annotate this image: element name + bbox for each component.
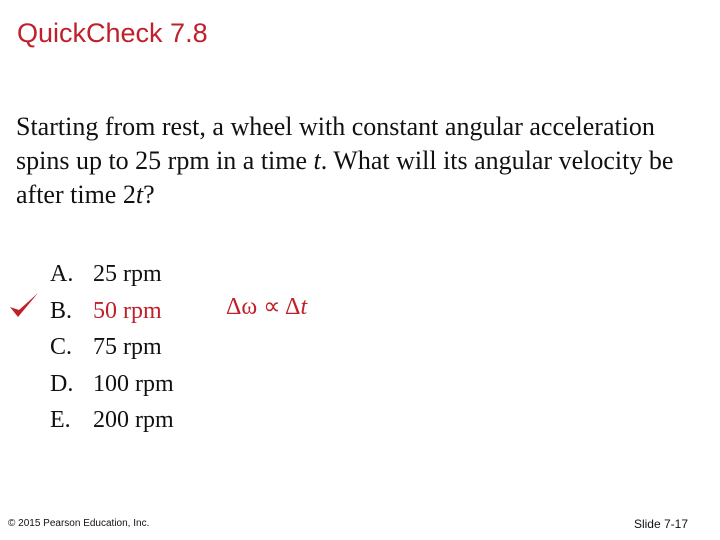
answer-letter: E. — [50, 407, 71, 433]
answer-option-b[interactable] — [50, 293, 174, 330]
formula-variable-t: t — [300, 294, 308, 320]
formula-lhs: Δω ∝ Δ — [226, 294, 301, 320]
answer-letter: D. — [50, 370, 74, 397]
question-variable-t: t — [313, 146, 321, 175]
answer-letter: B. — [50, 297, 73, 324]
answer-option-c[interactable] — [50, 329, 174, 366]
answer-letter: A. — [50, 261, 74, 287]
question-part-2: . What will its angular velocity be after time 2 — [16, 146, 674, 209]
question-part-3: ? — [143, 180, 155, 209]
question-variable-t-2: t — [135, 180, 144, 209]
answer-text: 75 rpm — [93, 334, 162, 360]
answer-option-e[interactable] — [50, 402, 174, 439]
answer-letter: C. — [50, 334, 73, 360]
slide-title: QuickCheck 7.8 — [17, 18, 208, 48]
slide-number: Slide 7-17 — [633, 517, 688, 531]
answer-text: 100 rpm — [93, 370, 174, 397]
answer-list — [50, 256, 174, 439]
question-text — [16, 110, 696, 212]
answer-option-d[interactable] — [50, 366, 174, 403]
copyright-footer: © 2015 Pearson Education, Inc. — [8, 518, 150, 529]
answer-text: 50 rpm — [93, 297, 162, 324]
answer-text: 25 rpm — [93, 261, 162, 287]
question-part-1: Starting from rest, a wheel with constant angular acceleration spins up to 25 rpm in a time — [16, 112, 655, 175]
proportionality-formula — [226, 292, 307, 321]
checkmark-icon — [8, 291, 40, 321]
answer-option-a[interactable] — [50, 256, 174, 293]
answer-text: 200 rpm — [93, 407, 174, 433]
